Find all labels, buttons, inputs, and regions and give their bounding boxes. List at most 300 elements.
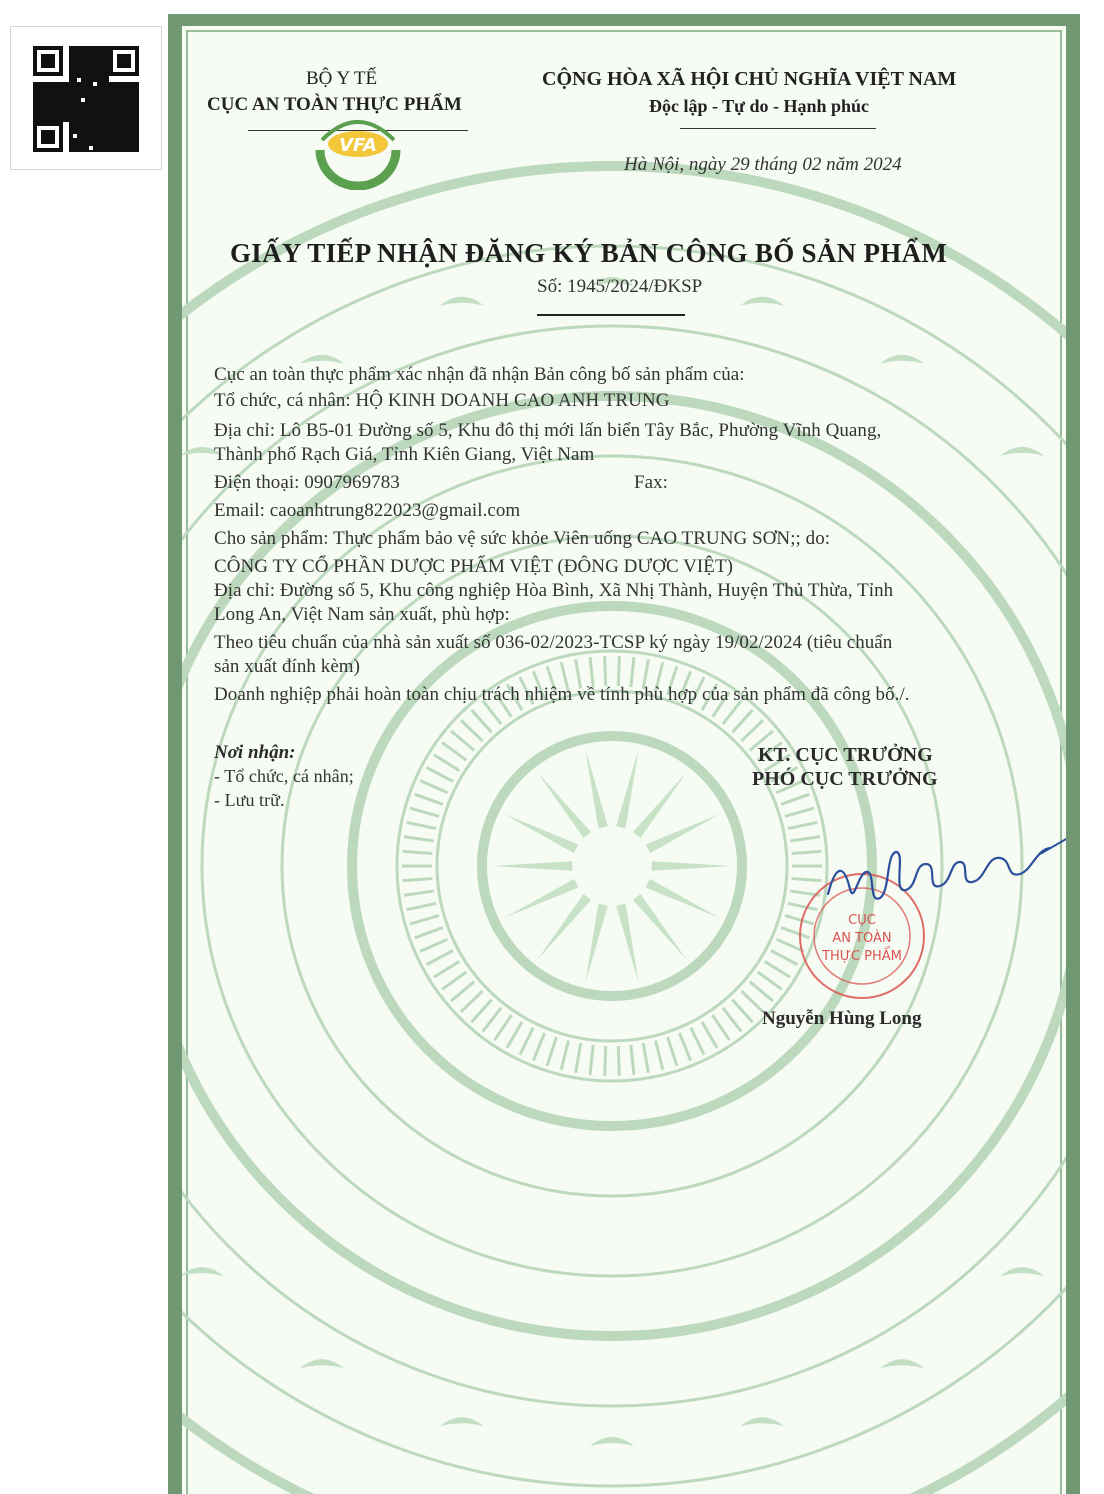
qr-module	[77, 142, 81, 146]
qr-module	[113, 122, 117, 126]
qr-module	[125, 118, 129, 122]
qr-module	[89, 46, 93, 50]
drum-tick	[785, 808, 814, 816]
qr-module	[93, 110, 97, 114]
qr-module	[77, 146, 81, 150]
qr-module	[101, 126, 105, 130]
qr-module	[33, 106, 37, 110]
qr-module	[133, 98, 137, 102]
qr-module	[97, 118, 101, 122]
qr-module	[125, 122, 129, 126]
qr-module	[81, 86, 85, 90]
qr-module	[69, 50, 73, 54]
qr-module	[101, 90, 105, 94]
qr-module	[121, 110, 125, 114]
qr-module	[57, 110, 61, 114]
qr-module	[89, 86, 93, 90]
drum-tick	[618, 656, 619, 686]
qr-module	[97, 46, 101, 50]
qr-module	[93, 50, 97, 54]
qr-module	[105, 126, 109, 130]
qr-module	[133, 134, 137, 138]
qr-module	[137, 98, 139, 102]
qr-module	[85, 138, 89, 142]
qr-module	[105, 138, 109, 142]
qr-module	[121, 86, 125, 90]
qr-module	[137, 150, 139, 152]
qr-module	[57, 98, 61, 102]
qr-module	[125, 150, 129, 152]
qr-module	[117, 102, 121, 106]
qr-module	[137, 86, 139, 90]
qr-module	[77, 90, 81, 94]
qr-module	[61, 94, 65, 98]
qr-module	[77, 118, 81, 122]
manufacturer-address-line-2: Long An, Việt Nam sản xuất, phù hợp:	[214, 604, 510, 625]
qr-module	[57, 82, 61, 86]
certificate-document	[168, 14, 1080, 1494]
qr-module	[129, 146, 133, 150]
qr-module	[85, 78, 89, 82]
qr-module	[81, 142, 85, 146]
qr-module	[133, 102, 137, 106]
qr-code-icon	[33, 46, 139, 152]
qr-module	[81, 62, 85, 66]
qr-module	[61, 82, 65, 86]
address-line-1: Địa chỉ: Lô B5-01 Đường số 5, Khu đô thị mới lấn biển Tây Bắc, Phường Vĩnh Quang,	[214, 420, 882, 441]
qr-module	[69, 102, 73, 106]
qr-module	[121, 130, 125, 134]
qr-module	[121, 82, 125, 86]
qr-module	[81, 146, 85, 150]
qr-module	[109, 138, 113, 142]
qr-module	[33, 114, 37, 118]
drum-tick	[750, 982, 773, 1001]
qr-module	[89, 62, 93, 66]
qr-module	[89, 138, 93, 142]
qr-module	[41, 118, 45, 122]
drum-tick	[547, 1037, 556, 1066]
standard-line-2: sản xuất đính kèm)	[214, 656, 361, 677]
qr-module	[65, 90, 69, 94]
qr-module	[93, 62, 97, 66]
qr-module	[41, 114, 45, 118]
drum-ray	[504, 879, 578, 918]
qr-module	[61, 106, 65, 110]
qr-module	[93, 46, 97, 50]
qr-module	[53, 90, 57, 94]
qr-module	[117, 122, 121, 126]
qr-module	[137, 126, 139, 130]
qr-module	[97, 122, 101, 126]
bird-motif	[440, 1417, 484, 1426]
qr-module	[45, 102, 49, 106]
qr-module	[73, 70, 77, 74]
qr-module	[73, 90, 77, 94]
drum-tick	[461, 720, 483, 741]
qr-module	[125, 110, 129, 114]
qr-module	[81, 70, 85, 74]
drum-tick	[788, 822, 817, 828]
qr-module	[77, 110, 81, 114]
qr-module	[89, 150, 93, 152]
responsibility-text: Doanh nghiệp phải hoàn toàn chịu trách nhiệm về tính phù hợp của sản phẩm đã công bố./.	[214, 684, 910, 705]
drum-ray	[585, 749, 608, 828]
qr-module	[121, 122, 125, 126]
qr-module	[81, 78, 85, 82]
qr-module	[69, 70, 73, 74]
bird-motif	[182, 1267, 224, 1276]
drum-tick	[404, 837, 434, 841]
drum-tick	[732, 1000, 752, 1022]
product: Cho sản phẩm: Thực phẩm bảo vệ sức khỏe Viên uống CAO TRUNG SƠN;; do:	[214, 528, 831, 549]
qr-module	[133, 122, 137, 126]
qr-module	[73, 58, 77, 62]
qr-module	[73, 110, 77, 114]
qr-module	[105, 146, 109, 150]
drum-tick	[403, 851, 433, 853]
manufacturer-address-line-1: Địa chỉ: Đường số 5, Khu công nghiệp Hòa Bình, Xã Nhị Thành, Huyện Thủ Thừa, Tỉnh	[214, 580, 894, 601]
qr-module	[61, 110, 65, 114]
qr-module	[77, 66, 81, 70]
qr-module	[129, 142, 133, 146]
qr-module	[97, 150, 101, 152]
qr-module	[101, 54, 105, 58]
qr-module	[37, 86, 41, 90]
qr-module	[65, 86, 69, 90]
qr-module	[89, 106, 93, 110]
qr-module	[101, 114, 105, 118]
qr-module	[93, 98, 97, 102]
qr-module	[37, 106, 41, 110]
qr-module	[85, 66, 89, 70]
qr-module	[97, 70, 101, 74]
qr-module	[109, 90, 113, 94]
qr-module	[65, 118, 69, 122]
qr-module	[101, 50, 105, 54]
qr-module	[77, 58, 81, 62]
qr-module	[121, 134, 125, 138]
qr-module	[45, 106, 49, 110]
qr-module	[69, 134, 73, 138]
qr-module	[77, 122, 81, 126]
qr-module	[133, 126, 137, 130]
qr-module	[117, 146, 121, 150]
qr-module	[105, 62, 109, 66]
qr-module	[49, 114, 53, 118]
title-rule	[537, 314, 685, 316]
drum-tick	[668, 1037, 677, 1066]
qr-module	[125, 102, 129, 106]
qr-module	[93, 66, 97, 70]
qr-module	[121, 106, 125, 110]
qr-module	[33, 94, 37, 98]
qr-module	[97, 62, 101, 66]
qr-module	[105, 86, 109, 90]
qr-module	[73, 118, 77, 122]
qr-module	[97, 130, 101, 134]
qr-module	[109, 102, 113, 106]
qr-module	[77, 62, 81, 66]
qr-module	[105, 50, 109, 54]
qr-module	[101, 94, 105, 98]
qr-module	[137, 94, 139, 98]
qr-module	[37, 102, 41, 106]
qr-module	[97, 54, 101, 58]
qr-module	[105, 102, 109, 106]
vfa-logo-text: VFA	[339, 135, 377, 156]
qr-module	[125, 90, 129, 94]
qr-module	[85, 110, 89, 114]
qr-module	[125, 106, 129, 110]
qr-module	[93, 118, 97, 122]
drum-ray	[646, 814, 720, 853]
qr-module	[69, 126, 73, 130]
qr-module	[117, 130, 121, 134]
drum-tick	[403, 879, 433, 881]
fax: Fax:	[634, 472, 668, 493]
qr-module	[73, 106, 77, 110]
qr-module	[73, 50, 77, 54]
qr-module	[101, 106, 105, 110]
qr-module	[77, 82, 81, 86]
qr-module	[89, 110, 93, 114]
phone: Điện thoại: 0907969783	[214, 472, 400, 493]
drum-tick	[451, 982, 474, 1001]
qr-module	[109, 86, 113, 90]
qr-module	[125, 146, 129, 150]
qr-module	[89, 82, 93, 86]
qr-module	[133, 118, 137, 122]
bird-motif	[440, 297, 484, 306]
qr-module	[69, 110, 73, 114]
qr-module	[85, 50, 89, 54]
qr-module	[33, 86, 37, 90]
drum-ray	[537, 772, 591, 838]
qr-module	[125, 142, 129, 146]
qr-module	[73, 98, 77, 102]
bird-motif	[880, 355, 924, 364]
bird-motif	[300, 1359, 344, 1368]
qr-module	[113, 94, 117, 98]
drum-tick	[410, 916, 439, 924]
qr-module	[101, 62, 105, 66]
drum-ray	[616, 749, 639, 828]
qr-module	[109, 122, 113, 126]
qr-module	[73, 62, 77, 66]
qr-module	[93, 86, 97, 90]
qr-module	[117, 110, 121, 114]
qr-module	[93, 142, 97, 146]
qr-module	[69, 142, 73, 146]
qr-module	[129, 138, 133, 142]
qr-module	[73, 126, 77, 130]
qr-module	[101, 110, 105, 114]
drum-ray	[633, 772, 687, 838]
agency-name: CỤC AN TOÀN THỰC PHẨM	[207, 94, 462, 115]
recipient-item: - Tổ chức, cá nhân;	[214, 766, 354, 786]
qr-module	[73, 94, 77, 98]
qr-module	[65, 94, 69, 98]
qr-module	[101, 130, 105, 134]
drum-tick	[434, 755, 459, 771]
qr-module	[73, 66, 77, 70]
qr-module	[41, 90, 45, 94]
qr-module	[137, 122, 139, 126]
qr-module	[85, 74, 89, 78]
drum-tick	[702, 1022, 717, 1048]
qr-module	[81, 94, 85, 98]
qr-module	[69, 54, 73, 58]
qr-module	[77, 86, 81, 90]
ministry-name: BỘ Y TẾ	[306, 68, 378, 89]
qr-module	[121, 150, 125, 152]
qr-module	[117, 94, 121, 98]
qr-module	[69, 138, 73, 142]
qr-module	[89, 94, 93, 98]
drum-tick	[404, 891, 434, 895]
qr-module	[97, 78, 101, 82]
qr-module	[137, 114, 139, 118]
qr-module	[77, 150, 81, 152]
qr-module	[101, 58, 105, 62]
qr-module	[37, 114, 41, 118]
qr-module	[45, 118, 49, 122]
qr-module	[113, 130, 117, 134]
qr-module	[77, 54, 81, 58]
qr-module	[109, 94, 113, 98]
qr-module	[121, 98, 125, 102]
qr-module	[93, 106, 97, 110]
qr-module	[113, 86, 117, 90]
qr-module	[113, 98, 117, 102]
qr-module	[117, 86, 121, 90]
qr-module	[117, 82, 121, 86]
qr-module	[129, 82, 133, 86]
qr-module	[85, 102, 89, 106]
qr-module	[129, 114, 133, 118]
qr-module	[89, 142, 93, 146]
qr-module	[101, 82, 105, 86]
qr-module	[137, 130, 139, 134]
qr-module	[109, 110, 113, 114]
qr-module	[77, 98, 81, 102]
qr-module	[41, 98, 45, 102]
qr-module	[109, 142, 113, 146]
qr-module	[101, 78, 105, 82]
qr-module	[57, 86, 61, 90]
qr-module	[85, 62, 89, 66]
drum-tick	[631, 1045, 634, 1075]
drum-tick	[643, 1043, 648, 1073]
qr-module	[77, 130, 81, 134]
qr-module	[81, 46, 85, 50]
qr-module	[113, 114, 117, 118]
drum-tick	[590, 1045, 593, 1075]
drum-tick	[427, 951, 453, 965]
drum-tick	[520, 1028, 533, 1055]
qr-module	[105, 106, 109, 110]
qr-module	[77, 126, 81, 130]
qr-module	[133, 90, 137, 94]
qr-module	[89, 98, 93, 102]
qr-module	[105, 150, 109, 152]
drum-tick	[420, 939, 447, 951]
qr-module	[121, 126, 125, 130]
qr-module	[49, 98, 53, 102]
qr-module	[85, 134, 89, 138]
qr-module	[77, 102, 81, 106]
qr-module	[41, 86, 45, 90]
qr-module	[109, 126, 113, 130]
qr-module	[41, 110, 45, 114]
qr-module	[101, 86, 105, 90]
drum-tick	[483, 1008, 501, 1032]
drum-tick	[631, 657, 634, 687]
qr-module	[89, 66, 93, 70]
qr-module	[97, 86, 101, 90]
qr-module	[81, 138, 85, 142]
qr-module	[57, 90, 61, 94]
qr-module	[49, 102, 53, 106]
qr-module	[85, 126, 89, 130]
qr-module	[97, 102, 101, 106]
qr-module	[133, 146, 137, 150]
qr-module	[113, 102, 117, 106]
qr-module	[89, 134, 93, 138]
qr-module	[69, 114, 73, 118]
qr-module	[81, 58, 85, 62]
qr-module	[105, 78, 109, 82]
qr-module	[109, 130, 113, 134]
qr-module	[69, 58, 73, 62]
qr-module	[85, 94, 89, 98]
bird-motif	[880, 1359, 924, 1368]
qr-module	[45, 110, 49, 114]
qr-module	[113, 142, 117, 146]
qr-module	[77, 50, 81, 54]
qr-module	[97, 142, 101, 146]
qr-module	[113, 82, 117, 86]
qr-module	[33, 118, 37, 122]
qr-module	[109, 150, 113, 152]
bird-motif	[740, 1417, 784, 1426]
qr-module	[73, 78, 77, 82]
qr-module	[37, 82, 41, 86]
qr-module	[69, 78, 73, 82]
qr-module	[137, 146, 139, 150]
qr-module	[105, 130, 109, 134]
qr-module	[133, 130, 137, 134]
qr-module	[77, 106, 81, 110]
stamp-text: AN TOÀN	[832, 931, 892, 946]
qr-module	[53, 114, 57, 118]
qr-module	[97, 138, 101, 142]
qr-module	[117, 138, 121, 142]
qr-module	[101, 118, 105, 122]
qr-module	[81, 106, 85, 110]
drum-tick	[410, 808, 439, 816]
qr-module	[85, 58, 89, 62]
qr-module	[137, 106, 139, 110]
qr-module	[89, 74, 93, 78]
qr-module	[101, 138, 105, 142]
drum-ray	[652, 861, 732, 871]
stamp-text: THỰC PHẨM	[822, 949, 902, 964]
qr-module	[105, 66, 109, 70]
recipients-label: Nơi nhận:	[214, 742, 296, 763]
qr-module	[105, 82, 109, 86]
